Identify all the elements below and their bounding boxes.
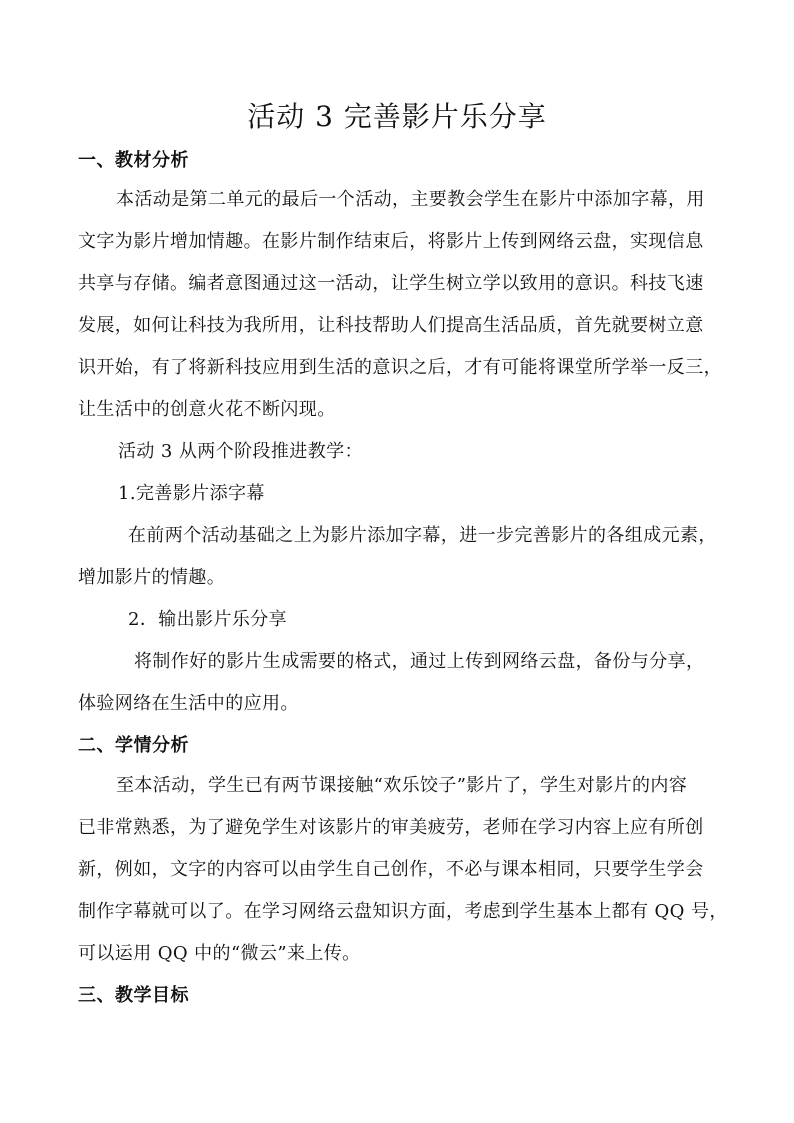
- paragraph-line: 增加影片的情趣。: [78, 567, 226, 588]
- paragraph-line: 制作字幕就可以了。在学习网络云盘知识方面，考虑到学生基本上都有 QQ 号，: [78, 901, 728, 922]
- section-heading: 二、学情分析: [78, 735, 189, 756]
- paragraph-line: 发展，如何让科技为我所用，让科技帮助人们提高生活品质，首先就要树立意: [78, 315, 704, 336]
- paragraph-line: 本活动是第二单元的最后一个活动，主要教会学生在影片中添加字幕，用: [116, 189, 705, 210]
- list-item: 1.完善影片添字幕: [118, 483, 265, 504]
- paragraph-line: 活动 3 从两个阶段推进教学：: [118, 441, 363, 462]
- paragraph-line: 识开始，有了将新科技应用到生活的意识之后，才有可能将课堂所学举一反三，: [78, 357, 722, 378]
- section-heading: 一、教材分析: [78, 150, 189, 171]
- paragraph-line: 已非常熟悉，为了避免学生对该影片的审美疲劳，老师在学习内容上应有所创: [78, 817, 704, 838]
- document-title: 活动 3 完善影片乐分享: [247, 100, 547, 133]
- paragraph-line: 新，例如，文字的内容可以由学生自己创作，不必与课本相同，只要学生学会: [78, 859, 704, 880]
- paragraph-line: 共享与存储。编者意图通过这一活动，让学生树立学以致用的意识。科技飞速: [78, 273, 704, 294]
- paragraph-line: 在前两个活动基础之上为影片添加字幕，进一步完善影片的各组成元素，: [128, 525, 717, 546]
- paragraph-line: 将制作好的影片生成需要的格式，通过上传到网络云盘，备份与分享，: [134, 651, 705, 672]
- paragraph-line: 让生活中的创意火花不断闪现。: [78, 399, 336, 420]
- paragraph-line: 至本活动，学生已有两节课接触“欢乐饺子”影片了，学生对影片的内容: [116, 775, 688, 796]
- paragraph-line: 体验网络在生活中的应用。: [78, 693, 299, 714]
- paragraph-line: 可以运用 QQ 中的“微云”来上传。: [78, 943, 361, 964]
- paragraph-line: 文字为影片增加情趣。在影片制作结束后，将影片上传到网络云盘，实现信息: [78, 231, 704, 252]
- list-item: 2．输出影片乐分享: [128, 609, 288, 630]
- section-heading: 三、教学目标: [78, 985, 189, 1006]
